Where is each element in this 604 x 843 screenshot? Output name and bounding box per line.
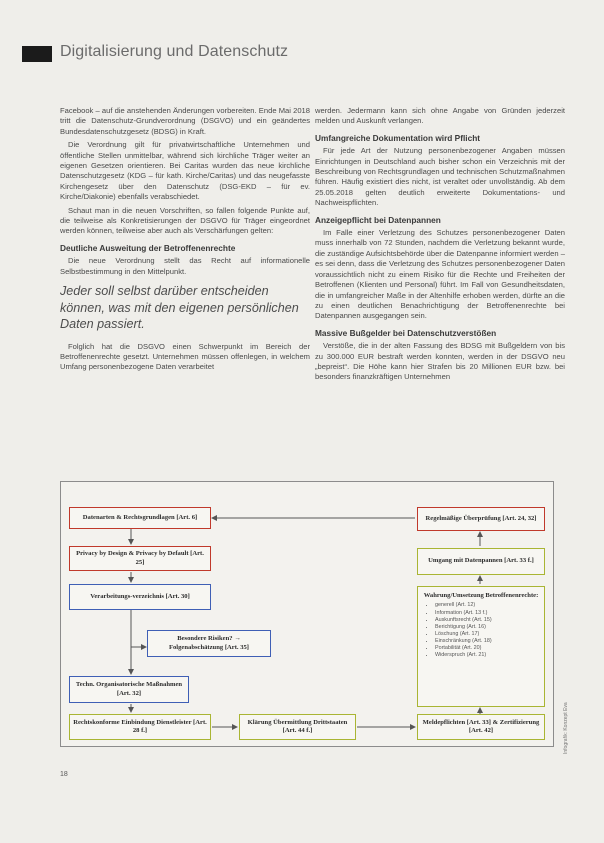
box-betroffenenrechte	[417, 586, 545, 707]
paragraph: Die Verordnung gilt für privatwirtschaftliche Unternehmen und öffentliche Stellen unmittelbar, während sich kirchliche Träger weiter an eigenen Gesetzen orientieren. Bei Caritas wurden das neue kirchliche Datenschutzgesetz (KDG – für kath. Kirche/Caritas) und das neugefasste Kirchengesetz über den Datenschutz (DSG-EKD – für ev. Kirche/Diakonie) ebenfalls verabschiedet.	[60, 140, 310, 202]
box-rechtskonform: Rechtskonforme Einbindung Dienstleister [Art. 28 f.]	[69, 714, 211, 740]
page-number: 18	[60, 771, 68, 778]
paragraph: Für jede Art der Nutzung personenbezogener Angaben müssen Einrichtungen in Deutschland auch bisher schon ein Verzeichnis mit der Beschreibung von Rechtsgrundlagen und technischen Schutzmaßnahmen führen. Häufig existiert dies nicht, ist veraltet oder unvollständig. Ab dem 25.05.2018 gelten deutlich erweiterte Dokumentations- und Nachweispflichten.	[315, 146, 565, 208]
paragraph: Die neue Verordnung stellt das Recht auf informationelle Selbstbestimmung in den Mittelpunkt.	[60, 256, 310, 276]
pull-quote: Jeder soll selbst darüber entscheiden können, was mit den eigenen persönlichen Daten passiert.	[60, 284, 299, 332]
subheading: Anzeigepflicht bei Datenpannen	[315, 214, 441, 225]
paragraph: Folglich hat die DSGVO einen Schwerpunkt im Bereich der Betroffenenrechte gesetzt. Unternehmen müssen offenlegen, in welchem Umfang personenbezogene Daten verarbeitet	[60, 341, 310, 372]
rights-item: • generell (Art. 12)	[435, 602, 541, 609]
paragraph: Im Falle einer Verletzung des Schutzes personenbezogener Daten muss innerhalb von 72 Stunden, nachdem die Verletzung bekannt wurde, die zuständige Aufsichtsbehörde über die Datenpanne informiert werden – es sei denn, dass die Verletzung des Schutzes personenbezogener Daten voraussichtlich nicht zu einem Risiko für die Rechte und Freiheiten der Betroffenen (Klienten und Personal) führt. Im Fall von Gesundheitsdaten, die in umfangreicher Maße in der Altenhilfe erhoben werden, dürfte an die zu einen deutlichen Benachrichtigung der Betroffenenrechte bei Datenpannen ausgegangen sein.	[315, 228, 565, 321]
paragraph: Facebook – auf die anstehenden Änderungen vorbereiten. Ende Mai 2018 tritt die Datenschutz-Grundverordnung (DSGVO) und ein geändertes Bundesdatenschutzgesetz (BDSG) in Kraft.	[60, 106, 310, 136]
box-datenarten: Datenarten & Rechtsgrundlagen [Art. 6]	[69, 507, 211, 529]
rights-title: Wahrung/Umsetzung Betroffenenrechte:	[423, 592, 539, 599]
subheading: Umfangreiche Dokumentation wird Pflicht	[315, 132, 481, 143]
box-tom: Techn. Organisatorische Maßnahmen [Art. 32]	[69, 676, 189, 703]
rights-item: • Widerspruch (Art. 21)	[435, 652, 541, 659]
image-credit: Infografik: Konzept Eva	[563, 702, 569, 754]
rights-item: • Auskunftsrecht (Art. 15)	[435, 617, 541, 624]
box-privacy: Privacy by Design & Privacy by Default [Art. 25]	[69, 546, 211, 571]
box-klaerung: Klärung Übermittlung Drittstaaten [Art. 44 f.]	[239, 714, 356, 740]
rights-item: • Portabilität (Art. 20)	[435, 645, 541, 652]
paragraph: Verstöße, die in der alten Fassung des BDSG mit Bußgeldern von bis zu 300.000 EUR bestraft werden konnten, werden in der DSGVO neu „bepreist“. Die Höhe kann hier Strafen bis 20 Millionen EUR bzw. bei besonders finanzkräftigen Unternehmen	[315, 341, 565, 382]
box-verarbeitung: Verarbeitungs-verzeichnis [Art. 30]	[69, 584, 211, 610]
rights-item: • Löschung (Art. 17)	[435, 631, 541, 638]
rights-item: • Einschränkung (Art. 18)	[435, 638, 541, 645]
box-risiken: Besondere Risiken? → Folgenabschätzung [Art. 35]	[147, 630, 271, 657]
process-diagram	[60, 481, 554, 747]
box-regelmaessig: Regelmäßige Überprüfung [Art. 24, 32]	[417, 507, 545, 531]
section-title: Digitalisierung und Datenschutz	[60, 43, 289, 60]
box-meldepflichten: Meldepflichten [Art. 33] & Zertifizierung [Art. 42]	[417, 714, 545, 740]
rights-item: • Information (Art. 13 f.)	[435, 610, 541, 617]
subheading: Massive Bußgelder bei Datenschutzverstößen	[315, 327, 497, 338]
right-column	[315, 106, 565, 386]
rights-item: • Berichtigung (Art. 16)	[435, 624, 541, 631]
rights-list	[421, 602, 541, 659]
paragraph: Schaut man in die neuen Vorschriften, so fallen folgende Punkte auf, die teilweise als Konkretisierungen der DSGVO für Träger eingeordnet werden können, teilweise aber auch als Verschärfungen gelten:	[60, 205, 310, 236]
subheading: Deutliche Ausweitung der Betroffenenrechte	[60, 242, 236, 253]
paragraph: werden. Jedermann kann sich ohne Angabe von Gründen jederzeit melden und Auskunft verlangen.	[315, 106, 565, 126]
left-column	[60, 106, 310, 376]
box-umgang: Umgang mit Datenpannen [Art. 33 f.]	[417, 548, 545, 575]
arrow	[131, 610, 146, 647]
header-marker	[22, 46, 52, 62]
